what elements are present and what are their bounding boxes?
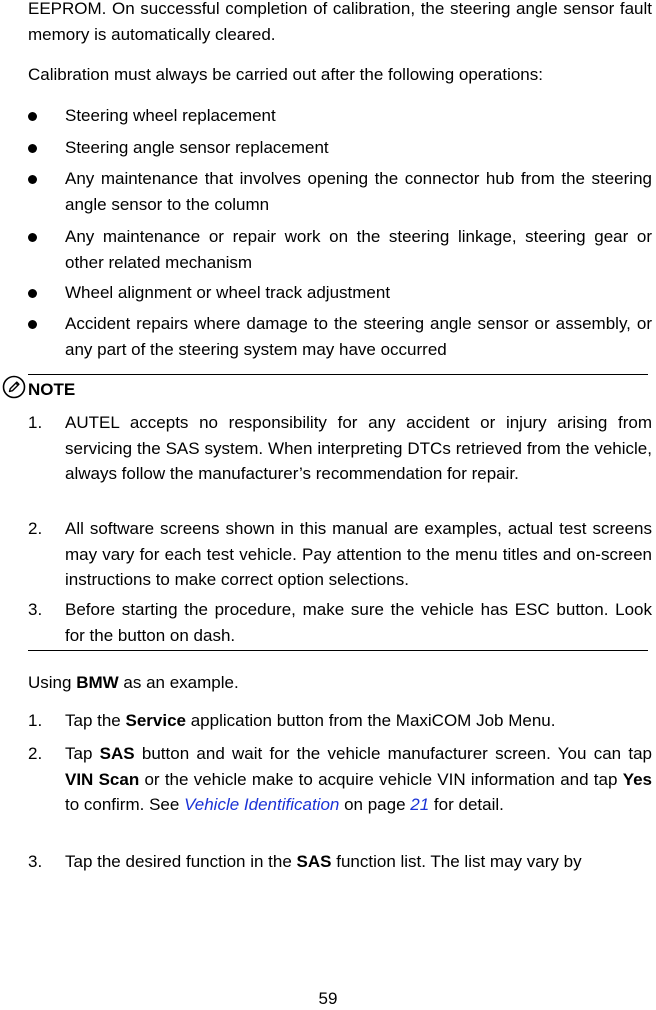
list-item-text: Wheel alignment or wheel track adjustment — [65, 283, 391, 302]
step-text-run: Tap — [65, 744, 100, 763]
page-link[interactable]: 21 — [410, 795, 430, 814]
step-text — [65, 708, 652, 734]
step-text-run: for detail. — [429, 795, 504, 814]
pencil-icon — [2, 375, 26, 399]
intro-paragraph: EEPROM. On successful completion of calibration, the steering angle sensor fault memory is automatically cleared. — [28, 0, 652, 44]
sas-label: SAS — [99, 744, 135, 763]
step-text-run: function list. The list may vary by — [331, 852, 582, 871]
example-suffix: as an example. — [118, 673, 239, 692]
list-item-text: Any maintenance that involves opening the connector hub from the steering angle sensor to the column — [65, 169, 652, 214]
step-text — [65, 741, 652, 818]
page-number: 59 — [318, 989, 338, 1008]
step-text-run: application button from the MaxiCOM Job Menu. — [186, 711, 556, 730]
note-item-text: AUTEL accepts no responsibility for any accident or injury arising from servicing the SAS system. When interpreting DTCs retrieved from the vehicle, always follow the manufacturer’s recommendation for repair. — [65, 413, 652, 483]
bullet-icon — [28, 175, 37, 184]
list-item-text: Steering wheel replacement — [65, 106, 276, 125]
step-text-run: on page — [339, 795, 411, 814]
step-text-run: to confirm. See — [65, 795, 185, 814]
step-text-run: Tap the desired function in the — [65, 852, 297, 871]
vin-scan-label: VIN Scan — [65, 769, 140, 789]
bullet-icon — [28, 144, 37, 153]
step-text-run: button and wait for the vehicle manufacturer screen. You can tap — [134, 744, 653, 763]
bullet-icon — [28, 289, 37, 298]
bullet-icon — [28, 320, 37, 329]
step-text — [65, 849, 652, 875]
note-item-text: All software screens shown in this manual are examples, actual test screens may vary for each test vehicle. Pay attention to the menu titles and on-screen instructions to make correct option selections. — [65, 519, 652, 589]
list-item-text: Steering angle sensor replacement — [65, 138, 329, 157]
example-prefix: Using — [28, 673, 77, 692]
bullet-icon — [28, 233, 37, 242]
example-brand: BMW — [76, 673, 119, 692]
yes-label: Yes — [622, 769, 652, 789]
bullet-icon — [28, 112, 37, 121]
step-text-run: or the vehicle make to acquire vehicle VIN information and tap — [139, 769, 623, 789]
example-line — [28, 670, 652, 696]
sas-label: SAS — [296, 852, 332, 871]
step-number: 3. — [28, 852, 43, 871]
service-label: Service — [125, 711, 186, 730]
vehicle-identification-link[interactable]: Vehicle Identification — [184, 795, 340, 814]
note-title: NOTE — [28, 380, 76, 399]
list-item-text: Any maintenance or repair work on the steering linkage, steering gear or other related mechanism — [65, 227, 652, 272]
note-item-text: Before starting the procedure, make sure the vehicle has ESC button. Look for the button on dash. — [65, 600, 652, 645]
note-item-number: 3. — [28, 600, 43, 619]
calibration-heading: Calibration must always be carried out after the following operations: — [28, 65, 543, 84]
note-item-number: 1. — [28, 413, 43, 432]
note-bottom-divider — [28, 650, 648, 651]
step-number: 2. — [28, 744, 43, 763]
note-item-number: 2. — [28, 519, 43, 538]
list-item-text: Accident repairs where damage to the steering angle sensor or assembly, or any part of the steering system may have occurred — [65, 314, 652, 359]
note-top-divider — [28, 374, 648, 375]
step-number: 1. — [28, 711, 43, 730]
step-text-run: Tap the — [65, 711, 126, 730]
